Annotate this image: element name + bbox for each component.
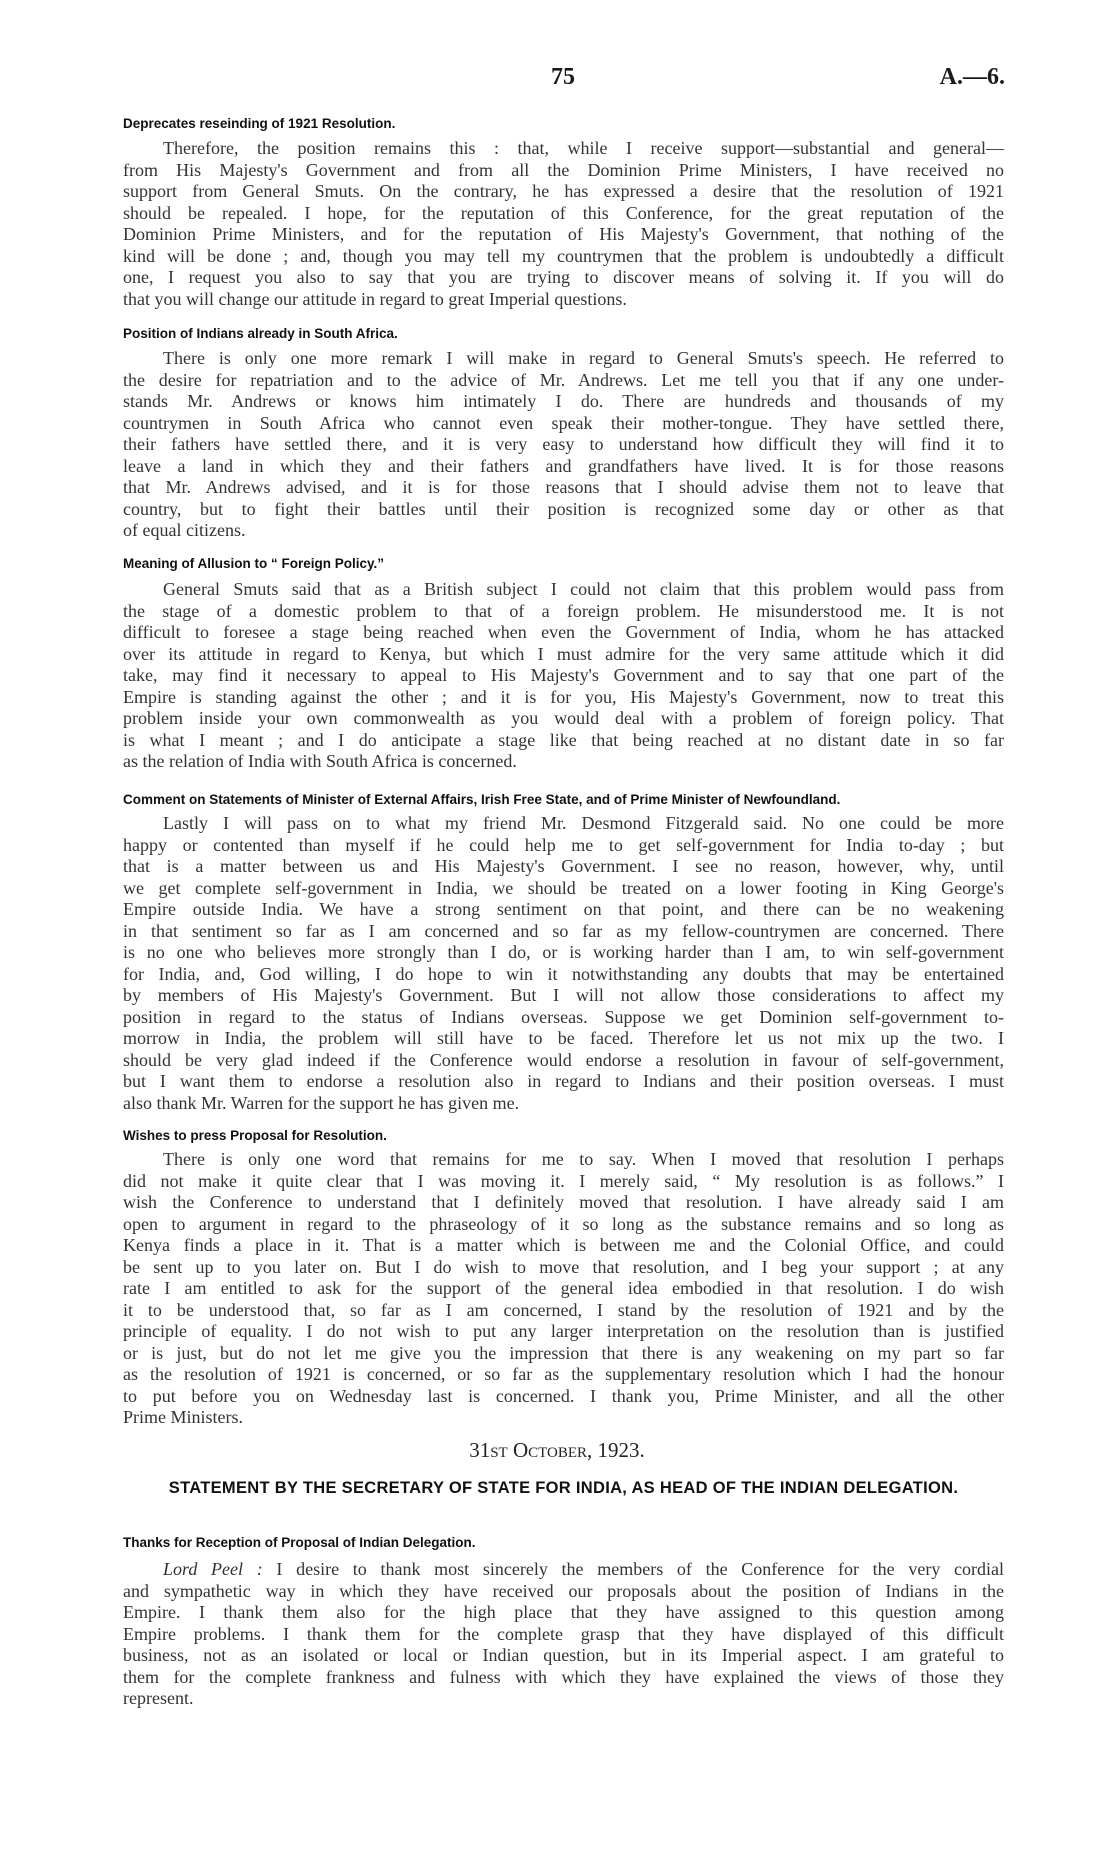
text-line: open to argument in regard to the phraseology of it so long as the substance remains and so long as [123,1213,1004,1234]
text-line: Empire outside India. We have a strong sentiment on that point, and there can be no weakening [123,899,1004,919]
text-line: Empire. I thank them also for the high place that they have assigned to this question among [123,1602,1004,1622]
text-line: to put before you on Wednesday last is concerned. I thank you, Prime Minister, and all the other [123,1385,1004,1406]
text-line: countrymen in South Africa who cannot even speak their mother-tongue. They have settled there, [123,412,1004,433]
text-line: position in regard to the status of Indians overseas. Suppose we get Dominion self-government to- [123,1006,1004,1027]
text-line: business, not as an isolated or local or Indian question, but in its Imperial aspect. I am grateful to [123,1645,1004,1665]
paragraph [123,138,1004,310]
text-line [123,1559,1004,1581]
text-line: should be repealed. I hope, for the reputation of this Conference, for the great reputation of the [123,202,1004,223]
paragraph [123,813,1004,1114]
text-line: rate I am entitled to ask for the support of the general idea embodied in that resolution. I do wish [123,1278,1004,1298]
date-month: October [512,1438,588,1462]
section-heading: Deprecates reseinding of 1921 Resolution. [123,116,396,131]
text-line: problem inside your own commonwealth as you would deal with a problem of foreign policy. That [123,708,1004,728]
text-line: General Smuts said that as a British subject I could not claim that this problem would pass from [163,579,1004,599]
paragraph [123,1559,1004,1710]
text-line: or is just, but do not let me give you the impression that there is any weakening on my part so far [123,1342,1004,1363]
text-line: for India, and, God willing, I do hope to win it notwithstanding any doubts that may be entertained [123,963,1004,984]
text-line: in that sentiment so far as I am concerned and so far as my fellow-countrymen are concerned. There [123,920,1004,941]
date-suffix: st [490,1438,508,1462]
paragraph [123,1149,1004,1429]
section-heading: Thanks for Reception of Proposal of Indian Delegation. [123,1535,476,1550]
text-line: as the resolution of 1921 is concerned, or so far as the supplementary resolution which I had the honour [123,1364,1004,1384]
text-line: be sent up to you later on. But I do wish to move that resolution, and I beg your support ; at any [123,1256,1004,1277]
text-line: also thank Mr. Warren for the support he has given me. [123,1092,520,1113]
text-line: it to be understood that, so far as I am concerned, I stand by the resolution of 1921 and by the [123,1299,1004,1320]
text-line: country, but to fight their battles until their position is recognized some day or other as that [123,498,1004,519]
text-line: of equal citizens. [123,520,246,540]
paragraph [123,348,1004,542]
series-number: A.—6. [939,64,1005,90]
text-line: the stage of a domestic problem to that of a foreign problem. He misunderstood me. It is not [123,600,1004,621]
text-line: but I want them to endorse a resolution also in regard to Indians and their position overseas. I must [123,1071,1004,1091]
text-line: Dominion Prime Ministers, and for the reputation of His Majesty's Government, that nothing of the [123,224,1004,244]
page-number: 75 [551,64,575,90]
text-line: Kenya finds a place in it. That is a matter which is between me and the Colonial Office, and could [123,1235,1004,1255]
text-line: we get complete self-government in India, we should be treated on a lower footing in King George's [123,877,1004,898]
text-line: Empire problems. I thank them for the complete grasp that they have displayed of this difficult [123,1623,1004,1644]
section-heading: Position of Indians already in South Africa. [123,326,398,341]
text-line: There is only one more remark I will make in regard to General Smuts's speech. He referred to [163,348,1004,368]
text-line: support from General Smuts. On the contrary, he has expressed a desire that the resolution of 1921 [123,181,1004,201]
section-heading: Comment on Statements of Minister of External Affairs, Irish Free State, and of Prime Minister of Newfoundland. [123,792,841,807]
text-line: Prime Ministers. [123,1407,243,1427]
text-line: Empire is standing against the other ; and it is for you, His Majesty's Government, now to treat this [123,686,1004,707]
text-line: morrow in India, the problem will still have to be faced. Therefore let us not mix up the two. I [123,1028,1004,1048]
speaker-name: Lord Peel : [163,1559,263,1579]
text-line: did not make it quite clear that I was moving it. I merely said, “ My resolution is as follows.” I [123,1170,1004,1191]
text-line: stands Mr. Andrews or knows him intimately I do. There are hundreds and thousands of my [123,391,1004,411]
text-line: Therefore, the position remains this : that, while I receive support—substantial and general— [163,138,1004,158]
text-line: that is a matter between us and His Majesty's Government. I see no reason, however, why, until [123,856,1004,876]
section-heading: Meaning of Allusion to “ Foreign Policy.” [123,556,385,571]
text-line-rest: I desire to thank most sincerely the members of the Conference for the very cordial [262,1559,1004,1579]
text-line: them for the complete frankness and fulness with which they have explained the views of those they [123,1666,1004,1687]
text-line: is what I meant ; and I do anticipate a stage like that being reached at no distant date in so far [123,729,1004,750]
text-line: leave a land in which they and their fathers and grandfathers have lived. It is for those reasons [123,455,1004,476]
section-heading: Wishes to press Proposal for Resolution. [123,1128,387,1143]
text-line: represent. [123,1688,194,1708]
text-line: Lastly I will pass on to what my friend Mr. Desmond Fitzgerald said. No one could be more [163,813,1004,833]
text-line: as the relation of India with South Africa is concerned. [123,751,517,771]
text-line: kind will be done ; and, though you may tell my countrymen that the problem is undoubtedly a difficult [123,245,1004,266]
text-line: their fathers have settled there, and it is very easy to understand how difficult they will find it to [123,434,1004,454]
date-heading [0,1438,1114,1463]
date-day: 31 [469,1438,491,1462]
text-line: from His Majesty's Government and from all the Dominion Prime Ministers, I have received no [123,159,1004,180]
text-line: happy or contented than myself if he could help me to get self-government for India to-day ; but [123,834,1004,855]
text-line: is no one who believes more strongly than I do, or is working harder than I am, to win self-government [123,942,1004,962]
text-line: wish the Conference to understand that I definitely moved that resolution. I have already said I am [123,1192,1004,1212]
text-line: by members of His Majesty's Government. But I will not allow those considerations to affect my [123,985,1004,1005]
text-line: and sympathetic way in which they have received our proposals about the position of Indians in the [123,1580,1004,1601]
text-line: one, I request you also to say that you are trying to discover means of solving it. If you will do [123,267,1004,287]
text-line: should be very glad indeed if the Conference would endorse a resolution in favour of self-government, [123,1049,1004,1070]
date-year: , 1923. [587,1438,645,1462]
text-line: principle of equality. I do not wish to put any larger interpretation on the resolution than is justified [123,1321,1004,1341]
text-line: difficult to foresee a stage being reached when even the Government of India, whom he has attacked [123,622,1004,642]
paragraph [123,579,1004,773]
text-line: There is only one word that remains for me to say. When I moved that resolution I perhaps [163,1149,1004,1169]
text-line: that Mr. Andrews advised, and it is for those reasons that I should advise them not to leave that [123,477,1004,497]
text-line: over its attitude in regard to Kenya, but which I must admire for the very same attitude which it did [123,643,1004,664]
statement-title: STATEMENT BY THE SECRETARY OF STATE FOR INDIA, AS HEAD OF THE INDIAN DELEGATION. [168,1479,959,1497]
text-line: the desire for repatriation and to the advice of Mr. Andrews. Let me tell you that if any one under- [123,369,1004,390]
text-line: take, may find it necessary to appeal to His Majesty's Government and to say that one part of the [123,665,1004,685]
text-line: that you will change our attitude in regard to great Imperial questions. [123,288,627,309]
